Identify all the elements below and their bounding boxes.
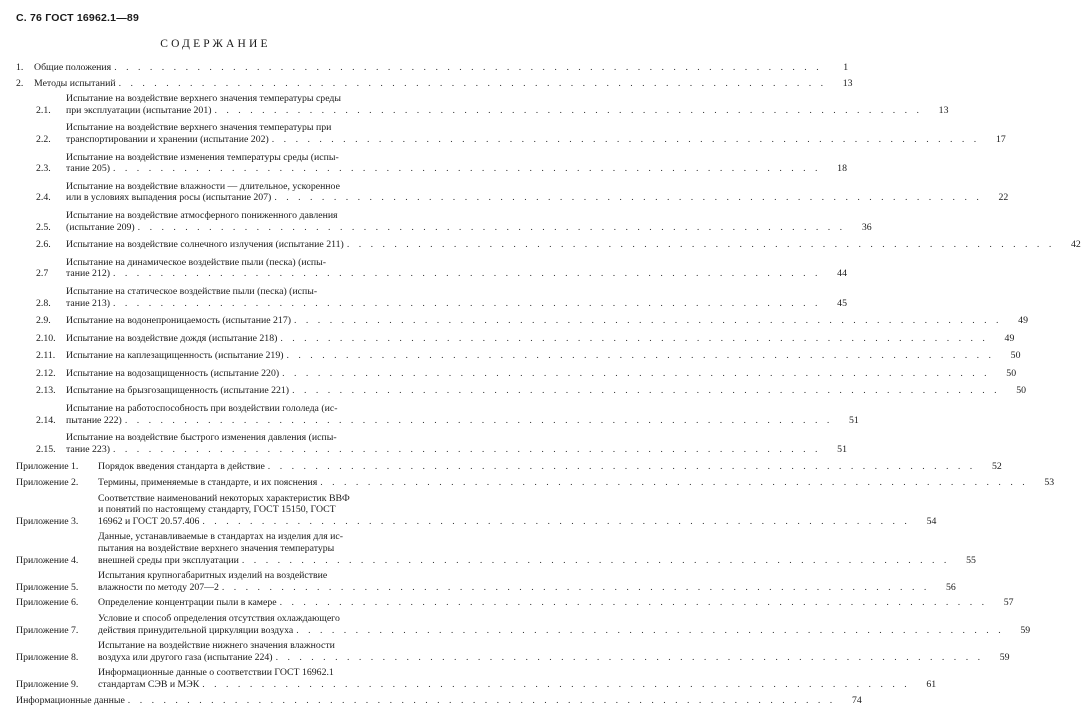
- entry-number: 1.: [16, 62, 24, 73]
- page-number: 52: [991, 461, 1002, 473]
- appendix-entry: [16, 531, 976, 566]
- appendix-entry: [16, 492, 937, 528]
- entry-number: 2.13.: [36, 385, 56, 397]
- toc-entry: [16, 180, 1009, 204]
- dot-leader: . . . . . . . . . . . . . . . . . . . . . . . . . . . . . . . . . . . . . . . . . . . . . . . . . . . . . . . . . . . .: [320, 477, 1029, 489]
- dot-leader: . . . . . . . . . . . . . . . . . . . . . . . . . . . . . . . . . . . . . . . . . . . . . . . . . . . . . . . . . . . .: [137, 221, 846, 233]
- dot-leader: . . . . . . . . . . . . . . . . . . . . . . . . . . . . . . . . . . . . . . . . . . . . . . . . . . . . . . . . . . . .: [296, 624, 1005, 636]
- entry-number: Приложение 2.: [16, 477, 79, 489]
- entry-text-line: 16962 и ГОСТ 20.57.406: [98, 515, 200, 527]
- page-number: 42: [1070, 239, 1081, 251]
- entry-number: Приложение 1.: [16, 461, 79, 473]
- entry-text-line: тание 213): [66, 297, 110, 309]
- entry-number: 2.3.: [36, 163, 51, 175]
- entry-text-line: Испытание на каплезащищенность (испытание 219): [66, 350, 284, 362]
- page-number: 74: [851, 694, 862, 706]
- toc-entry: [16, 315, 1028, 327]
- page-number: 13: [938, 104, 949, 116]
- entry-number: Приложение 9.: [16, 678, 79, 690]
- toc-entry: [16, 332, 1015, 345]
- entry-text-line: Испытание на статическое воздействие пыли (песка) (испы-: [66, 285, 318, 297]
- entry-text-line: действия принудительной циркуляции воздуха: [98, 624, 294, 636]
- dot-leader: . . . . . . . . . . . . . . . . . . . . . . . . . . . . . . . . . . . . . . . . . . . . . . . . . . . . . . . . . . . .: [274, 192, 983, 204]
- entry-text-line: Определение концентрации пыли в камере: [98, 597, 277, 609]
- page-number: 51: [837, 443, 847, 455]
- entry-text-line: тание 212): [66, 268, 110, 280]
- entry-number: Приложение 3.: [16, 515, 79, 527]
- appendix-entry: [16, 667, 937, 690]
- toc-entry: [16, 385, 1027, 397]
- appendix-entry: [16, 570, 956, 593]
- appendix-entry: [16, 597, 1014, 609]
- page-number: 13: [842, 77, 853, 89]
- entry-text-line: Методы испытаний: [34, 77, 116, 89]
- dot-leader: . . . . . . . . . . . . . . . . . . . . . . . . . . . . . . . . . . . . . . . . . . . . . . . . . . . . . . . . . . . .: [127, 694, 836, 706]
- entry-text-line: Испытание на брызгозащищенность (испытание 221): [66, 385, 290, 397]
- entry-text-line: стандартам СЭВ и МЭК: [98, 678, 200, 690]
- entry-text-line: Испытание на воздействие атмосферного пониженного давления: [66, 209, 338, 221]
- page-number: 56: [946, 581, 956, 593]
- page-number: 53: [1044, 477, 1055, 489]
- page-number: 45: [837, 297, 847, 309]
- entry-text-line: и понятий по настоящему стандарту, ГОСТ 15150, ГОСТ: [98, 504, 336, 516]
- dot-leader: . . . . . . . . . . . . . . . . . . . . . . . . . . . . . . . . . . . . . . . . . . . . . . . . . . . . . . . . . . . .: [282, 367, 991, 379]
- page-number: 61: [926, 678, 937, 690]
- entry-text-line: Данные, устанавливаемые в стандартах на изделия для ис-: [98, 531, 344, 543]
- entry-number: 2.12.: [36, 367, 56, 379]
- page-header: С. 76 ГОСТ 16962.1—89: [16, 12, 139, 24]
- page-number: 17: [995, 133, 1006, 145]
- page-number: 57: [1003, 597, 1014, 609]
- entry-text-line: Информационные данные о соответствии ГОСТ 16962.1: [98, 667, 334, 679]
- toc-entry: [16, 209, 872, 233]
- entry-number: Приложение 6.: [16, 597, 79, 609]
- page-number: 50: [1010, 350, 1021, 362]
- entry-number: 2.5.: [36, 221, 51, 233]
- entry-text-line: транспортировании и хранении (испытание 202): [66, 133, 269, 145]
- entry-text-line: внешней среды при эксплуатации: [98, 554, 239, 566]
- dot-leader: . . . . . . . . . . . . . . . . . . . . . . . . . . . . . . . . . . . . . . . . . . . . . . . . . . . . . . . . . . . .: [113, 268, 821, 280]
- entry-text-line: влажности по методу 207—2: [98, 581, 219, 593]
- entry-text-line: Испытание на воздействие быстрого изменения давления (испы-: [66, 432, 337, 444]
- page-number: 22: [998, 192, 1009, 204]
- page-number: 55: [966, 554, 976, 566]
- dot-leader: . . . . . . . . . . . . . . . . . . . . . . . . . . . . . . . . . . . . . . . . . . . . . . . . . . . . . . . . . . . .: [124, 414, 833, 426]
- entry-text-line: тание 205): [66, 163, 110, 175]
- entry-text-line: Испытания крупногабаритных изделий на воздействие: [98, 570, 328, 582]
- page-number: 54: [926, 515, 937, 527]
- toc-entry: [16, 432, 847, 455]
- page-number: 49: [1004, 332, 1015, 344]
- toc-entry: [16, 239, 1081, 251]
- dot-leader: . . . . . . . . . . . . . . . . . . . . . . . . . . . . . . . . . . . . . . . . . . . . . . . . . . . . . . . . . . . .: [279, 597, 988, 609]
- entry-number: 2.1.: [36, 104, 51, 116]
- entry-text-line: пытание 222): [66, 414, 122, 426]
- entry-text-line: или в условиях выпадения росы (испытание 207): [66, 192, 272, 204]
- dot-leader: . . . . . . . . . . . . . . . . . . . . . . . . . . . . . . . . . . . . . . . . . . . . . . . . . . . . . . . . . . . .: [267, 461, 976, 473]
- dot-leader: . . . . . . . . . . . . . . . . . . . . . . . . . . . . . . . . . . . . . . . . . . . . . . . . . . . . . . . . . . . .: [214, 104, 923, 116]
- toc-entry: [16, 367, 1017, 380]
- toc-entry: [16, 62, 849, 74]
- entry-number: 2.10.: [36, 332, 56, 344]
- entry-text-line: Испытание на воздействие влажности — длительное, ускоренное: [66, 180, 340, 192]
- dot-leader: . . . . . . . . . . . . . . . . . . . . . . . . . . . . . . . . . . . . . . . . . . . . . . . . . . . . . . . . . . . .: [292, 385, 1001, 397]
- entry-text-line: Испытание на водозащищенность (испытание 220): [66, 367, 280, 379]
- page-number: 1: [843, 62, 849, 73]
- entry-number: Приложение 7.: [16, 624, 79, 636]
- toc-title: СОДЕРЖАНИЕ: [160, 38, 271, 50]
- entry-text-line: Испытание на воздействие верхнего значения температуры при: [66, 122, 332, 134]
- entry-text-line: (испытание 209): [66, 221, 135, 233]
- entry-text-line: Условие и способ определения отсутствия охлаждающего: [98, 612, 340, 624]
- dot-leader: . . . . . . . . . . . . . . . . . . . . . . . . . . . . . . . . . . . . . . . . . . . . . . . . . . . . . . . . . . . .: [271, 133, 980, 145]
- page-number: 50: [1016, 385, 1027, 397]
- page-number: 49: [1018, 315, 1028, 327]
- page-number: 59: [1020, 624, 1031, 636]
- page-number: 36: [861, 221, 872, 233]
- entry-text-line: Испытание на работоспособность при воздействии гололеда (ис-: [66, 403, 338, 415]
- page-number: 59: [999, 651, 1010, 663]
- toc-entry: [16, 122, 1006, 145]
- dot-leader: . . . . . . . . . . . . . . . . . . . . . . . . . . . . . . . . . . . . . . . . . . . . . . . . . . . . . . . . . . . .: [241, 554, 950, 566]
- dot-leader: . . . . . . . . . . . . . . . . . . . . . . . . . . . . . . . . . . . . . . . . . . . . . . . . . . . . . . . . . . . .: [202, 515, 911, 527]
- toc-entry: [16, 256, 847, 280]
- dot-leader: . . . . . . . . . . . . . . . . . . . . . . . . . . . . . . . . . . . . . . . . . . . . . . . . . . . . . . . . . . . .: [114, 62, 823, 73]
- page-number: 18: [837, 163, 847, 175]
- entry-number: 2.2.: [36, 133, 51, 145]
- toc-entry: [16, 151, 847, 175]
- appendix-entry: [16, 461, 1002, 473]
- dot-leader: . . . . . . . . . . . . . . . . . . . . . . . . . . . . . . . . . . . . . . . . . . . . . . . . . . . . . . . . . . . .: [346, 239, 1055, 251]
- entry-text-line: Испытание на воздействие изменения температуры среды (испы-: [66, 151, 339, 163]
- entry-number: 2.15.: [36, 443, 56, 455]
- dot-leader: . . . . . . . . . . . . . . . . . . . . . . . . . . . . . . . . . . . . . . . . . . . . . . . . . . . . . . . . . . . .: [118, 77, 827, 89]
- entry-text-line: Термины, применяемые в стандарте, и их пояснения: [98, 477, 318, 489]
- appendix-entry: [16, 477, 1055, 489]
- appendix-entry: [16, 612, 1031, 636]
- dot-leader: . . . . . . . . . . . . . . . . . . . . . . . . . . . . . . . . . . . . . . . . . . . . . . . . . . . . . . . . . . . .: [113, 443, 821, 455]
- info-data-entry: [16, 694, 862, 706]
- dot-leader: . . . . . . . . . . . . . . . . . . . . . . . . . . . . . . . . . . . . . . . . . . . . . . . . . . . . . . . . . . . .: [113, 297, 821, 309]
- entry-number: 2.7: [36, 268, 49, 280]
- entry-text-line: Испытание на воздействие солнечного излучения (испытание 211): [66, 239, 344, 251]
- page-number: 44: [837, 268, 847, 280]
- entry-number: Приложение 8.: [16, 651, 79, 663]
- entry-text-line: Испытание на воздействие верхнего значения температуры среды: [66, 93, 341, 105]
- toc-entry: [16, 285, 847, 309]
- entry-text-line: при эксплуатации (испытание 201): [66, 104, 212, 116]
- entry-text-line: Испытание на динамическое воздействие пыли (песка) (испы-: [66, 256, 327, 268]
- toc-entry: [16, 77, 853, 90]
- entry-number: 2.6.: [36, 239, 51, 251]
- entry-number: 2.11.: [36, 350, 56, 362]
- toc-entry: [16, 350, 1021, 362]
- dot-leader: . . . . . . . . . . . . . . . . . . . . . . . . . . . . . . . . . . . . . . . . . . . . . . . . . . . . . . . . . . . .: [113, 163, 821, 175]
- page-number: 51: [849, 414, 859, 426]
- entry-number: 2.4.: [36, 192, 51, 204]
- dot-leader: . . . . . . . . . . . . . . . . . . . . . . . . . . . . . . . . . . . . . . . . . . . . . . . . . . . . . . . . . . . .: [275, 651, 984, 663]
- toc-entry: [16, 403, 859, 426]
- entry-text-line: Испытание на воздействие нижнего значения влажности: [98, 640, 335, 652]
- dot-leader: . . . . . . . . . . . . . . . . . . . . . . . . . . . . . . . . . . . . . . . . . . . . . . . . . . . . . . . . . . . .: [286, 350, 995, 362]
- entry-number: 2.14.: [36, 414, 56, 426]
- dot-leader: . . . . . . . . . . . . . . . . . . . . . . . . . . . . . . . . . . . . . . . . . . . . . . . . . . . . . . . . . . . .: [221, 581, 930, 593]
- entry-number: 2.9.: [36, 315, 51, 327]
- entry-text-line: пытания на воздействие верхнего значения температуры: [98, 543, 335, 554]
- entry-text-line: Порядок введения стандарта в действие: [98, 461, 265, 473]
- entry-text-line: Испытание на водонепроницаемость (испытание 217): [66, 315, 291, 327]
- entry-text-line: воздуха или другого газа (испытание 224): [98, 651, 273, 663]
- appendix-entry: [16, 640, 1010, 663]
- entry-number: 2.: [16, 77, 24, 89]
- entry-number: Приложение 4.: [16, 554, 79, 566]
- dot-leader: . . . . . . . . . . . . . . . . . . . . . . . . . . . . . . . . . . . . . . . . . . . . . . . . . . . . . . . . . . . .: [280, 332, 989, 344]
- toc-entry: [16, 93, 949, 116]
- dot-leader: . . . . . . . . . . . . . . . . . . . . . . . . . . . . . . . . . . . . . . . . . . . . . . . . . . . . . . . . . . . .: [202, 678, 911, 690]
- entry-text-line: Соответствие наименований некоторых характеристик ВВФ: [98, 492, 350, 504]
- entry-number: Приложение 5.: [16, 581, 79, 593]
- entry-text-line: Общие положения: [34, 62, 112, 73]
- entry-number: 2.8.: [36, 297, 51, 309]
- dot-leader: . . . . . . . . . . . . . . . . . . . . . . . . . . . . . . . . . . . . . . . . . . . . . . . . . . . . . . . . . . . .: [294, 315, 1002, 327]
- entry-text-line: тание 223): [66, 443, 110, 455]
- table-of-contents: [16, 62, 1081, 706]
- page-number: 50: [1006, 367, 1017, 379]
- entry-text-line: Испытание на воздействие дождя (испытание 218): [66, 332, 278, 344]
- entry-text-line: Информационные данные: [16, 694, 125, 706]
